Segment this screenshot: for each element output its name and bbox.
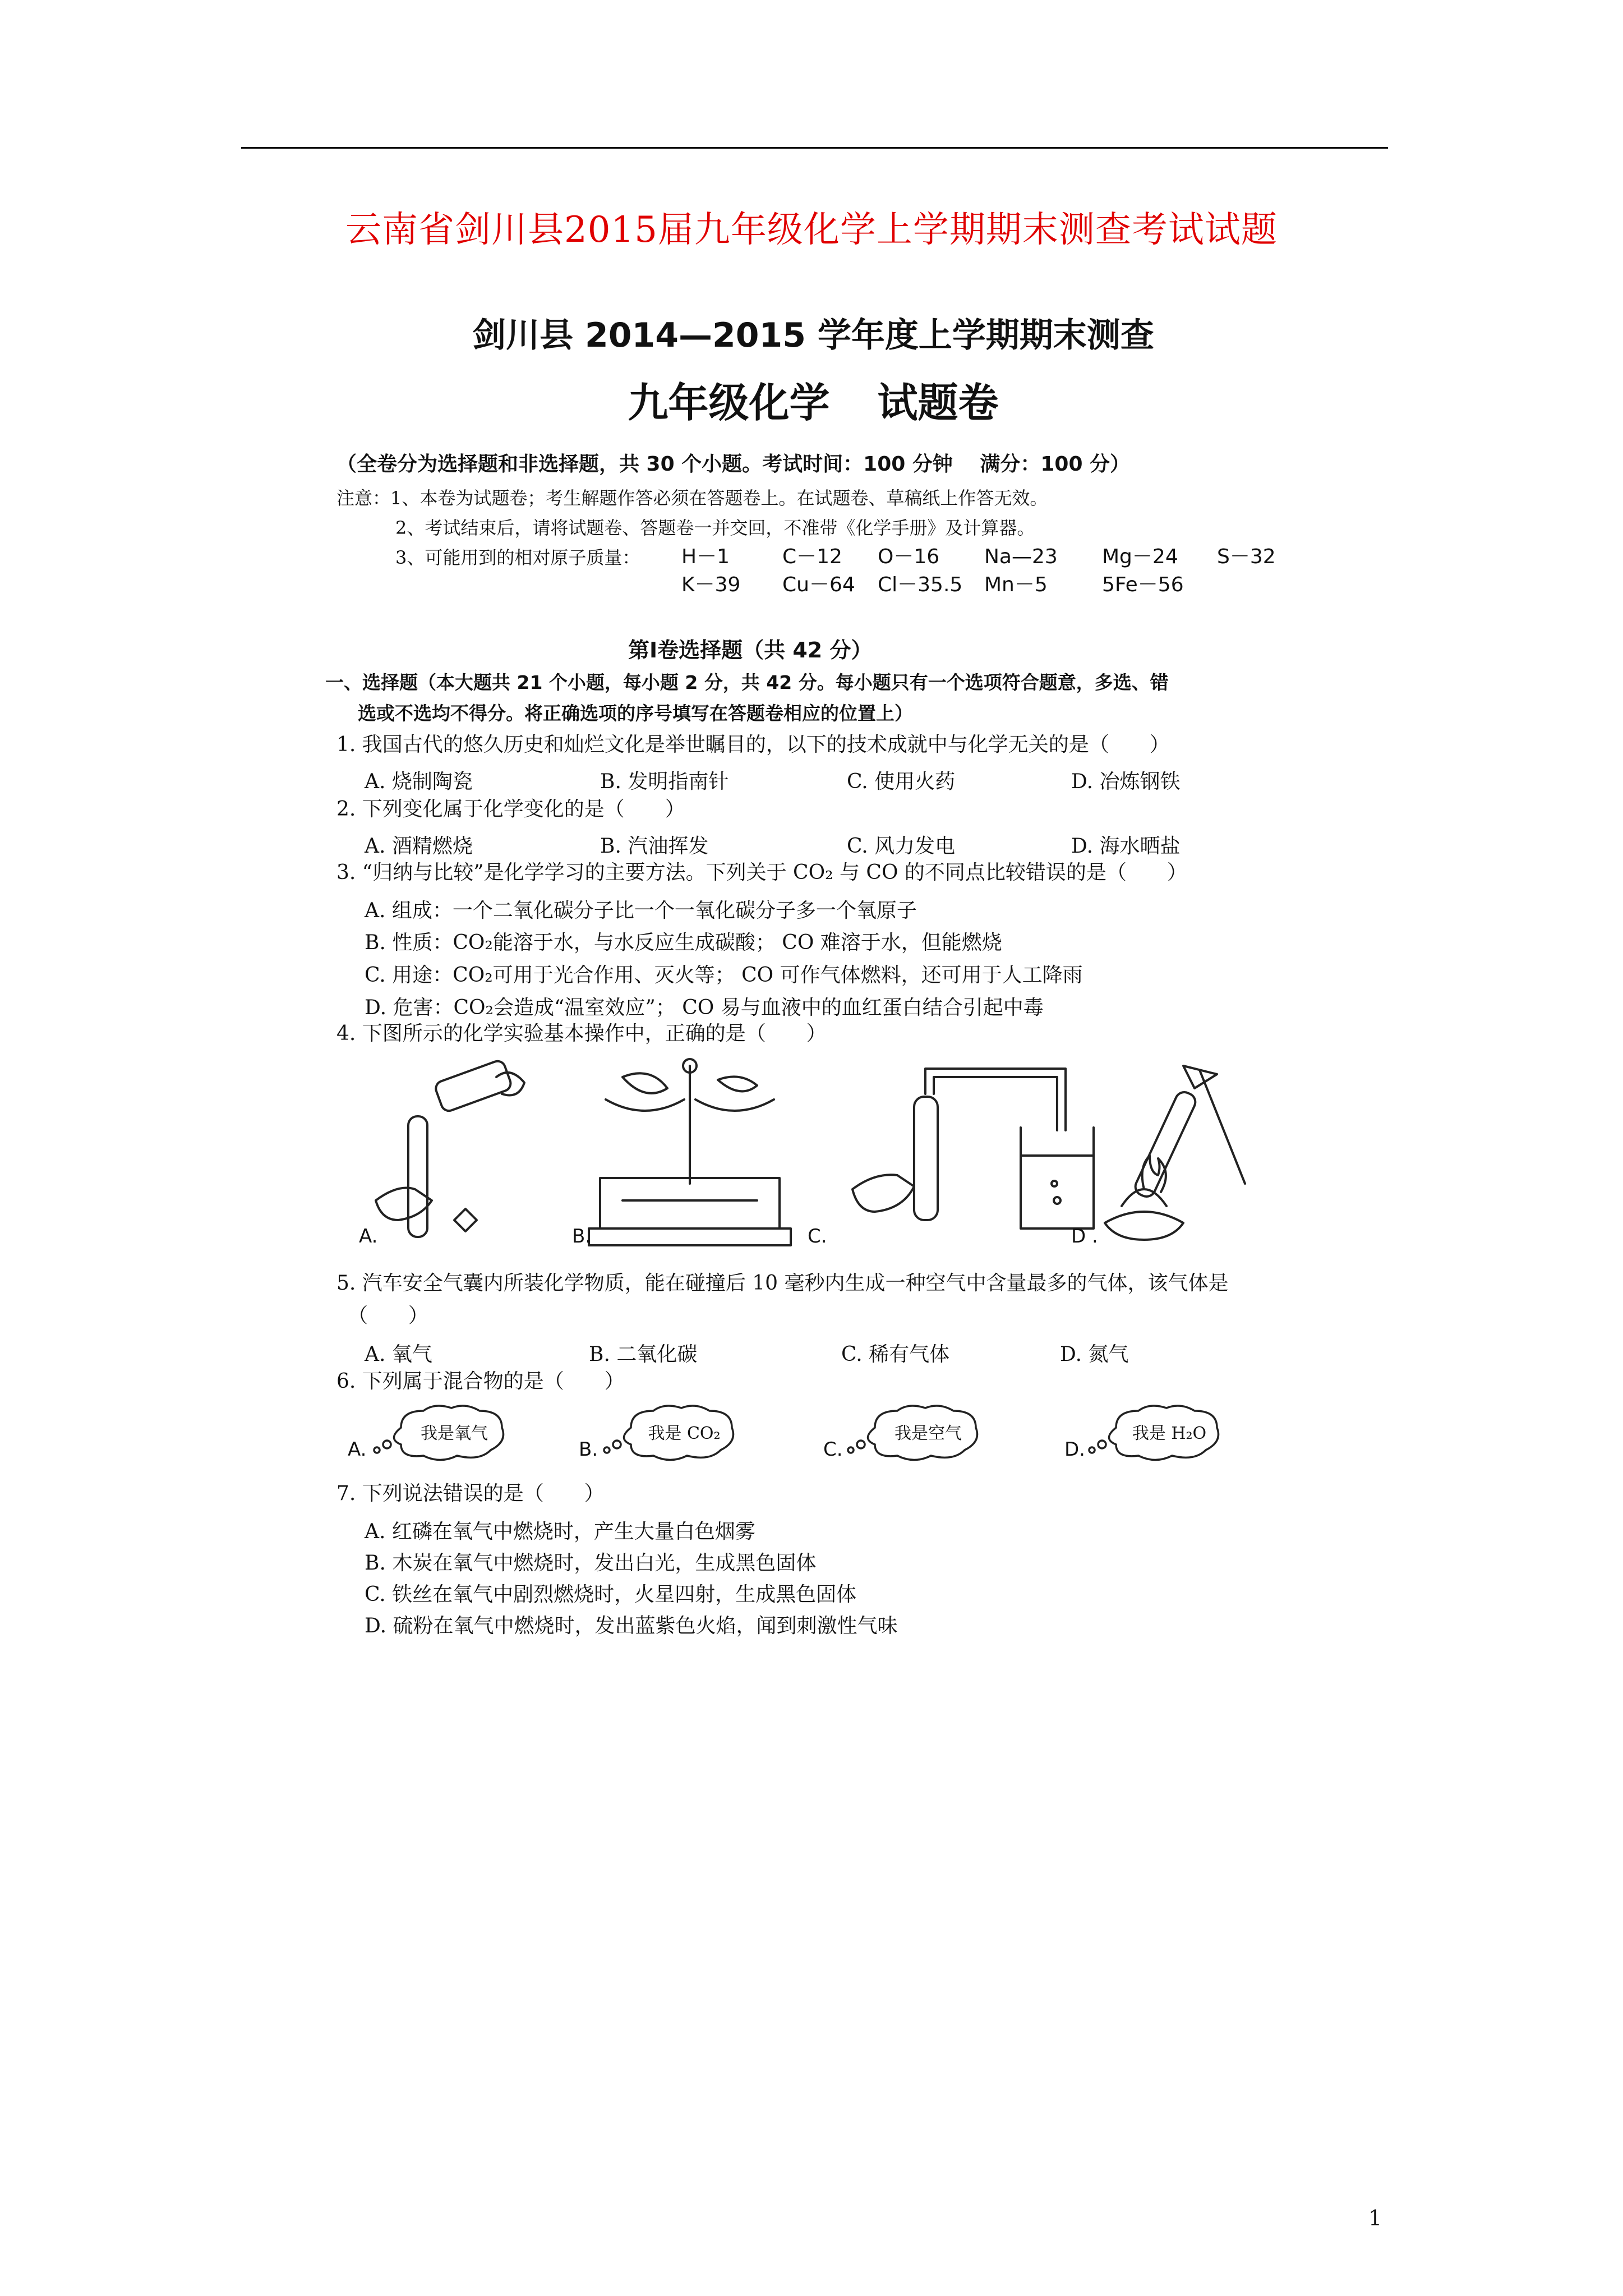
document-title: 云南省剑川县2015届九年级化学上学期期末测查考试试题 [345,209,1278,251]
q6-label-c: C. [823,1438,843,1461]
q1-option-a: A. 烧制陶瓷 [365,770,473,793]
q4-label-c: C. [808,1225,827,1248]
q7-option-d: D. 硫粉在氧气中燃烧时，发出蓝紫色火焰，闻到刺激性气味 [365,1614,898,1637]
question-4-stem: 4. 下图所示的化学实验基本操作中，正确的是（ ） [336,1022,827,1045]
q1-option-b: B. 发明指南针 [600,770,729,793]
question-5-stem-line1: 5. 汽车安全气囊内所装化学物质，能在碰撞后 10 毫秒内生成一种空气中含量最多的气体，该气体是 [336,1272,1229,1295]
q6-label-b: B. [579,1438,598,1461]
q6-thought-bubbles [348,1402,1290,1464]
exam-header-line1: 剑川县 2014—2015 学年度上学期期末测查 [472,316,1154,355]
mass-s: S－32 [1217,545,1276,568]
section-instructions-2: 选或不选均不得分。将正确选项的序号填写在答题卷相应的位置上） [358,702,913,724]
q7-option-c: C. 铁丝在氧气中剧烈燃烧时，火星四射，生成黑色固体 [365,1583,857,1606]
mass-fe: 5Fe－56 [1102,573,1184,596]
question-6-stem: 6. 下列属于混合物的是（ ） [336,1370,625,1393]
question-5-stem-line2: （ ） [348,1304,429,1327]
q5-option-b: B. 二氧化碳 [589,1343,698,1366]
q4-b-balance-illustration [589,1059,791,1245]
q4-d-heating-illustration [1105,1066,1245,1240]
exam-header-line2: 九年级化学 试题卷 [628,379,999,426]
mass-k: K－39 [681,573,741,596]
mass-c: C－12 [782,545,842,568]
mass-o: O－16 [878,545,940,568]
q7-option-a: A. 红磷在氧气中燃烧时，产生大量白色烟雾 [365,1520,755,1543]
q6-label-a: A. [348,1438,367,1461]
q4-a-pouring-illustration [376,1059,524,1237]
mass-cl: Cl－35.5 [878,573,963,596]
q7-option-b: B. 木炭在氧气中燃烧时，发出白光，生成黑色固体 [365,1552,817,1575]
note-2: 2、考试结束后，请将试题卷、答题卷一并交回，不准带《化学手册》及计算器。 [395,517,1035,539]
q4-label-d: D . [1071,1225,1098,1248]
scanned-exam-page [325,292,1301,1638]
mass-mn: Mn－5 [984,573,1048,596]
mass-na: Na—23 [984,545,1058,568]
question-3-stem: 3. “归纳与比较”是化学学习的主要方法。下列关于 CO₂ 与 CO 的不同点比较错误的是（ ） [336,861,1187,884]
q3-option-a: A. 组成：一个二氧化碳分子比一个一氧化碳分子多一个氧原子 [365,899,917,922]
section-title: 第Ⅰ卷选择题（共 42 分） [628,638,873,662]
q3-option-c: C. 用途：CO₂可用于光合作用、灭火等； CO 可作气体燃料，还可用于人工降雨 [365,964,1083,987]
question-7-stem: 7. 下列说法错误的是（ ） [336,1482,605,1505]
q2-option-d: D. 海水晒盐 [1071,835,1181,858]
q5-option-c: C. 稀有气体 [841,1343,950,1366]
question-1-stem: 1. 我国古代的悠久历史和灿烂文化是举世瞩目的，以下的技术成就中与化学无关的是（ ） [336,733,1170,756]
q6-bubble-d-text: 我是 H₂O [1132,1424,1207,1443]
question-2-stem: 2. 下列变化属于化学变化的是（ ） [336,798,685,821]
q1-option-c: C. 使用火药 [847,770,956,793]
section-instructions-1: 一、选择题（本大题共 21 个小题，每小题 2 分，共 42 分。每小题只有一个选项符合题意，多选、错 [325,671,1169,693]
top-rule [241,147,1388,149]
q3-option-d: D. 危害：CO₂会造成“温室效应”； CO 易与血液中的血红蛋白结合引起中毒 [365,996,1044,1019]
q4-label-b: B. [572,1225,592,1248]
q1-option-d: D. 冶炼钢铁 [1071,770,1181,793]
q2-option-a: A. 酒精燃烧 [365,835,473,858]
q5-option-a: A. 氧气 [365,1343,432,1366]
q2-option-c: C. 风力发电 [847,835,956,858]
q4-label-a: A. [359,1225,378,1248]
q6-bubble-a-text: 我是氧气 [421,1424,488,1443]
page-number: 1 [1368,2206,1382,2230]
q4-c-airtightness-illustration [852,1069,1094,1228]
mass-cu: Cu－64 [782,573,855,596]
mass-mg: Mg－24 [1102,545,1178,568]
q3-option-b: B. 性质：CO₂能溶于水，与水反应生成碳酸； CO 难溶于水，但能燃烧 [365,931,1002,954]
q5-option-d: D. 氮气 [1060,1343,1129,1366]
q6-bubble-b-text: 我是 CO₂ [648,1424,721,1443]
mass-h: H－1 [681,545,730,568]
q2-option-b: B. 汽油挥发 [600,835,709,858]
exam-info: （全卷分为选择题和非选择题，共 30 个小题。考试时间：100 分钟 满分：100 分） [336,453,1131,476]
note-1: 注意：1、本卷为试题卷；考生解题作答必须在答题卷上。在试题卷、草稿纸上作答无效。 [336,487,1048,509]
q6-bubble-c-text: 我是空气 [895,1424,962,1443]
q6-label-d: D. [1064,1438,1085,1461]
q4-lab-illustrations [359,1055,1267,1257]
note-3-label: 3、可能用到的相对原子质量： [395,547,640,568]
